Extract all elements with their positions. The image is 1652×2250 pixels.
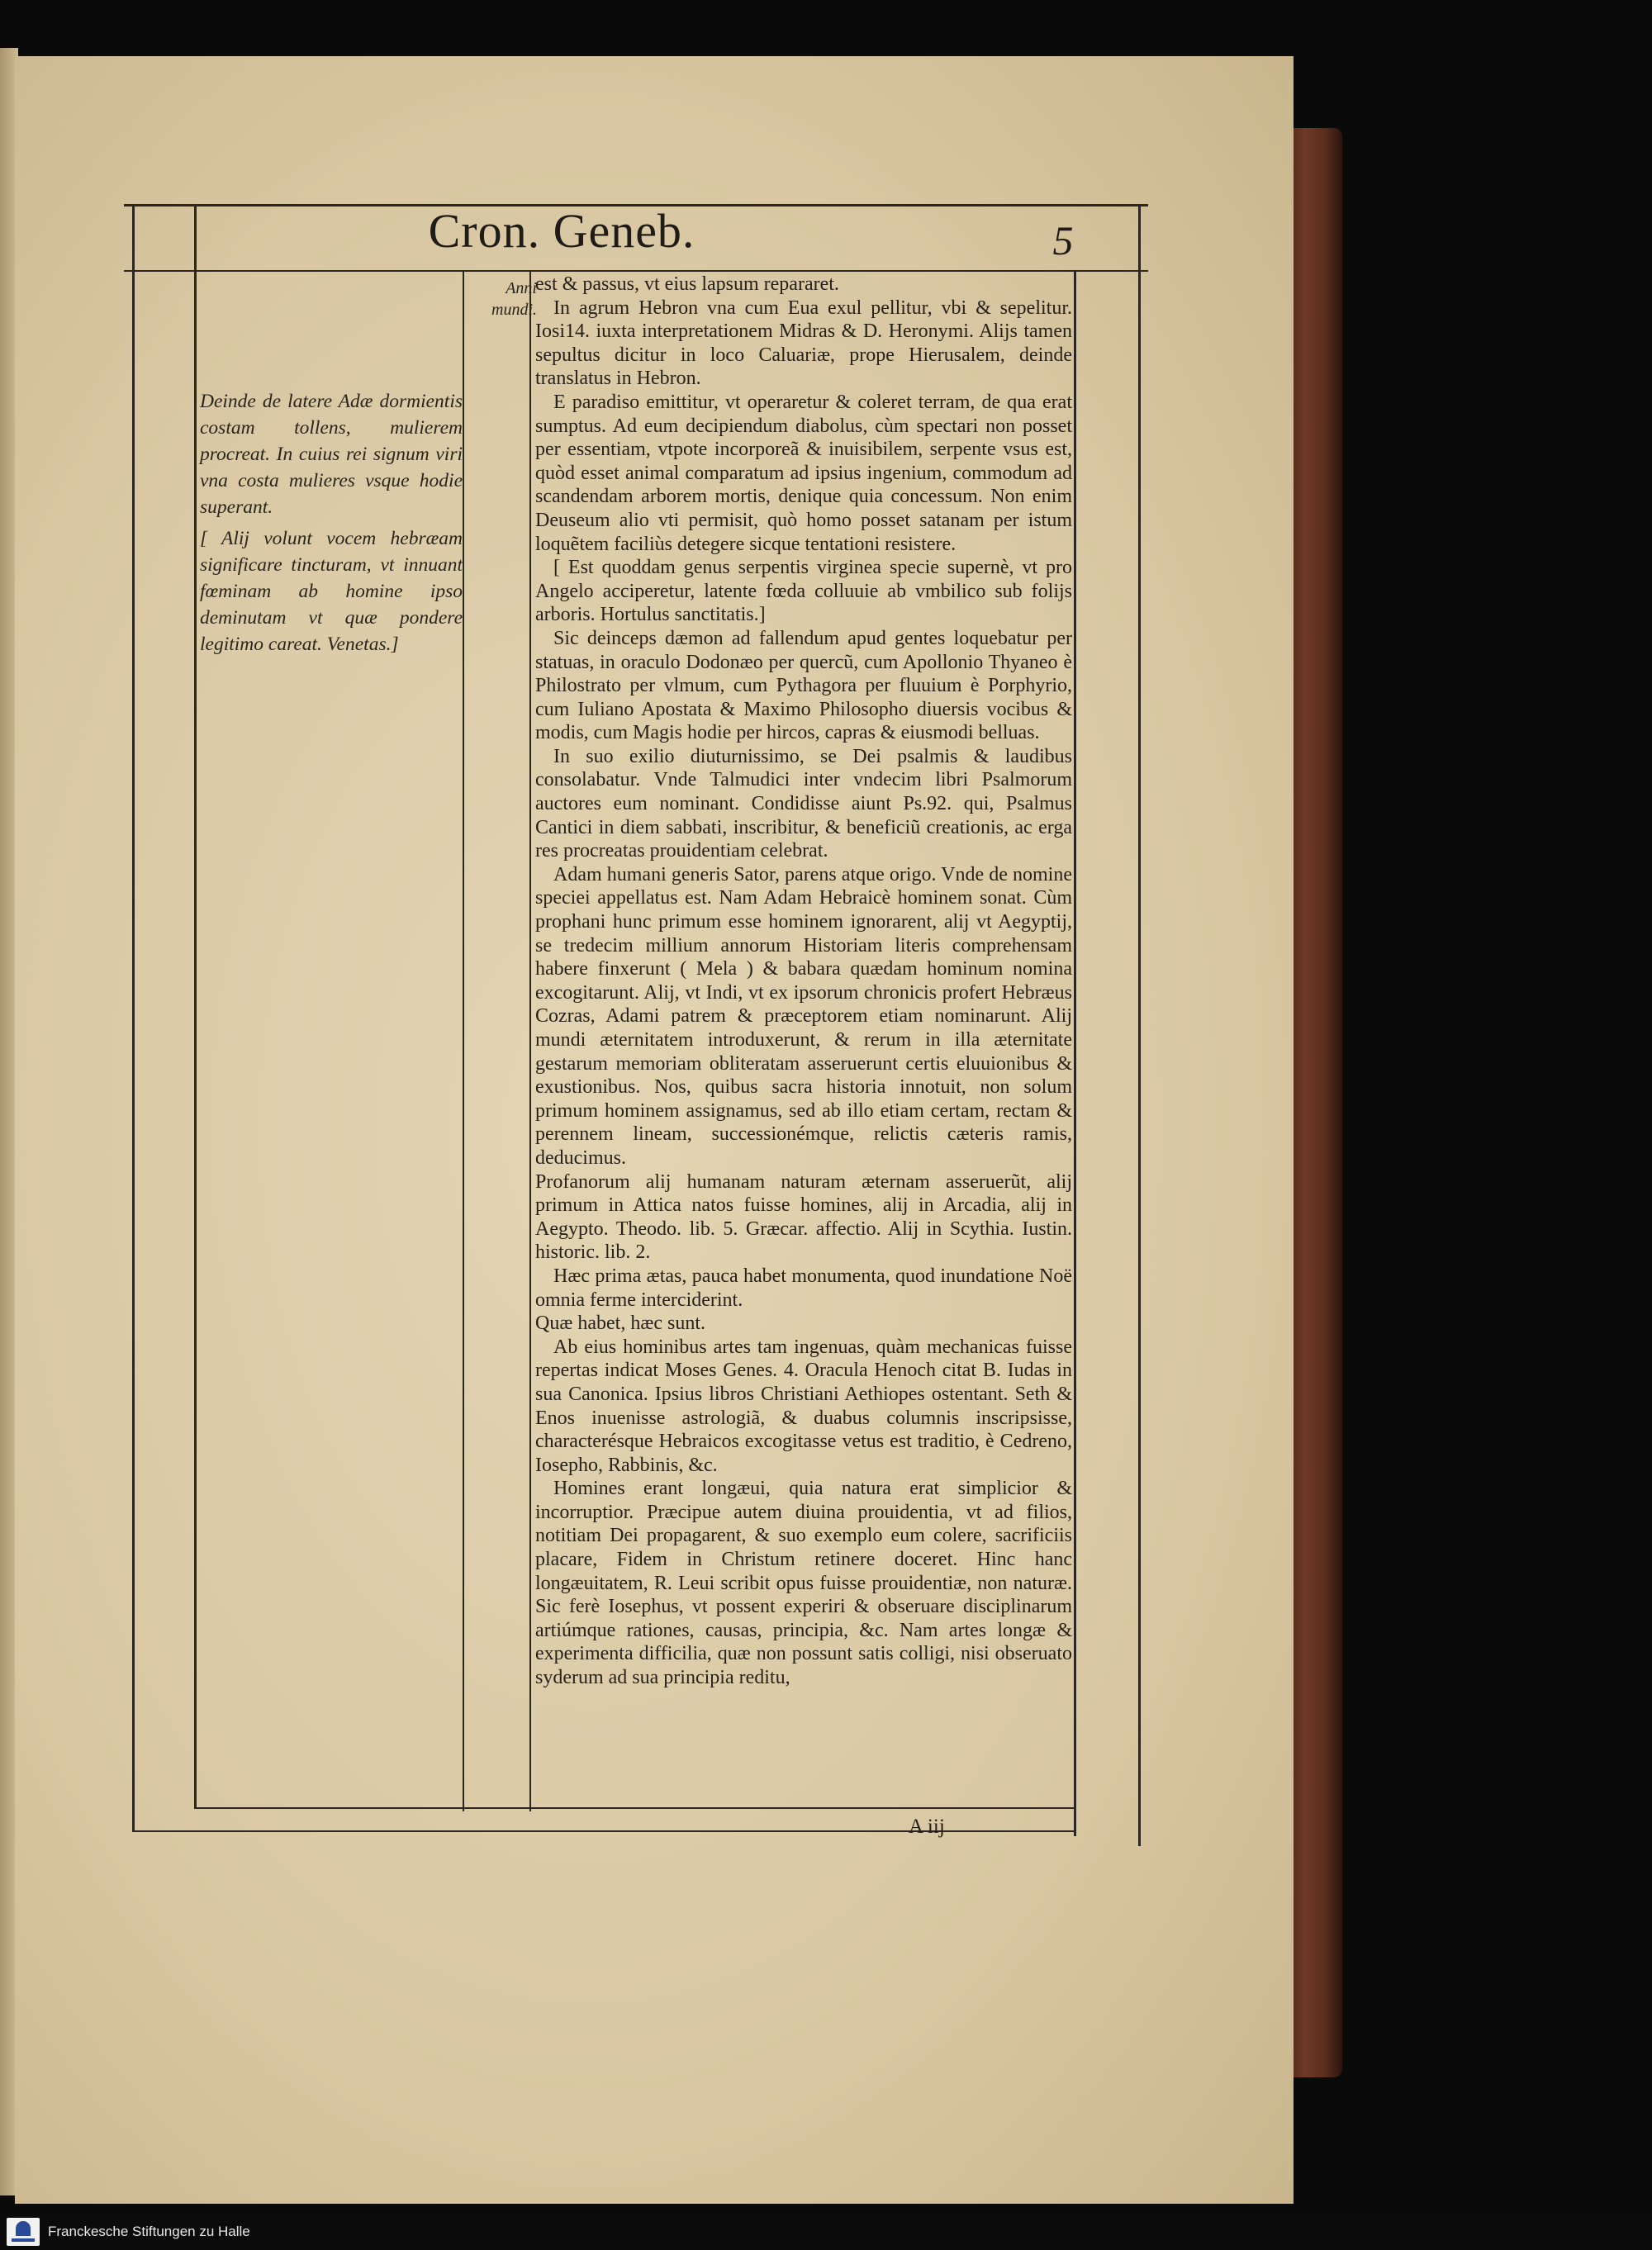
text-paragraph: Profanorum alij humanam naturam æternam asseruerũt, alij primum in Attica natos fuisse homines, alij in Arcadia, alij in Aegypto. Theodo. lib. 5. Græcar. affectio. Alij in Scythia. Iustin. historic. lib. 2.	[535, 1170, 1072, 1264]
margin-column-rule	[463, 270, 464, 1811]
frame-bottom-rule	[194, 1807, 1076, 1809]
margin-note-paragraph: [ Alij volunt vocem hebræam significare tincturam, vt innuant fœminam ab homine ipso deminutam vt quæ pondere legitimo careat. Venetas.]	[200, 528, 463, 655]
frame-header-rule	[124, 270, 1148, 272]
text-paragraph: est & passus, vt eius lapsum repararet.	[535, 273, 839, 295]
text-paragraph: Adam humani generis Sator, parens atque origo. Vnde de nomine speciei appellatus est. Nam Adam Hebraicè hominem sonat. Cùm prophani hunc primum esse hominem ignorarent, alij vt Aegyptij, se tredecim millium annorum Historiam literis comprehensam habere finxerunt ( Mela ) & babara quædam hominum nomina excogitarunt. Alij, vt Indi, vt ex ipsorum chronicis profert Hebræus Cozras, Adami patrem & præceptorem etiam nominarunt. Alij mundi æternitatem introduxerunt, & rerum in illa æternitate gestarum memoriam obliteratam asseruerunt certis eluuionibus & exustionibus. Nos, quibus sacra historia innotuit, non solum primum hominem assignamus, sed ab illo etiam certam, rectam & perennem lineam, successionémque, relictis cæteris ramis, deducimus.	[535, 863, 1072, 1169]
main-text-column	[535, 273, 1072, 1690]
text-column-left-rule	[529, 270, 531, 1811]
text-paragraph: In agrum Hebron vna cum Eua exul pellitur, vbi & sepelitur. Iosi14. iuxta interpretationem Midras & D. Heronymi. Alijs tamen sepultus dicitur in loco Caluariæ, prope Hierusalem, deinde translatus in Hebron.	[535, 297, 1072, 390]
text-column-right-rule	[1074, 270, 1076, 1836]
side-label-anni: Anni	[506, 279, 537, 297]
frame-outer-right-rule	[1138, 206, 1141, 1846]
margin-note	[200, 388, 463, 662]
text-paragraph: Quæ habet, hæc sunt.	[535, 1312, 705, 1335]
text-paragraph: Ab eius hominibus artes tam ingenuas, quàm mechanicas fuisse repertas indicat Moses Genes. 4. Oracula Henoch citat B. Iudas in sua Canonica. Ipsius libros Christiani Aethiopes ostentant. Seth & Enos inuenisse astrologiã, & duabus columnis inscripsisse, characterésque Hebraicos excogitasse vetus est traditio, è Cedreno, Iosepho, Rabbinis, &c.	[535, 1336, 1072, 1476]
text-paragraph: Hæc prima ætas, pauca habet monumenta, quod inundatione Noë omnia ferme interciderint.	[535, 1265, 1072, 1311]
text-paragraph: [ Est quoddam genus serpentis virginea specie supernè, vt pro Angelo acciperetur, latente fœda colluuie ab vmbilico sub folijs arboris. Hortulus sanctitatis.]	[535, 557, 1072, 626]
text-paragraph: In suo exilio diuturnissimo, se Dei psalmis & laudibus consolabatur. Vnde Talmudici inter vndecim libri Psalmorum auctores eum nominant. Condidisse aiunt Ps.92. qui, Psalmus Cantici in diem sabbati, inscribitur, & beneficiũ creationis, ac erga res procreatas prouidentiam celebrat.	[535, 745, 1072, 862]
text-paragraph: Sic deinceps dæmon ad fallendum apud gentes loquebatur per statuas, in oraculo Dodonæo per quercũ, cum Apollonio Thyaneo è Philostrato per vlmum, cum Pythagora per fluuium è Porphyrio, cum Iuliano Apostata & Maximo Philosopho diuersis vocibus & modis, cum Magis hodie per hircos, capras & eiusmodi belluas.	[535, 627, 1072, 744]
text-paragraph: Homines erant longæui, quia natura erat simplicior & incorruptior. Præcipue autem diuina prouidentia, vt ad filios, notitiam Dei propagarent, & suo exemplo eum colere, sacrificiis placare, Fidem in Christum retinere doceret. Hinc hanc longæuitatem, R. Leui scribit opus fuisse prouidentiæ, non naturæ. Sic ferè Iosephus, vt possent experiri & obseruare disciplinarum artiúmque rationes, causas, principia, &c. Nam artes longæ & experimenta difficilia, quæ non possunt satis colligi, nisi obseruato syderum ad sua principia reditu,	[535, 1478, 1072, 1689]
running-title: Cron. Geneb.	[428, 204, 695, 258]
side-label-mundi: mundi.	[491, 301, 537, 319]
footer-institution-name: Franckesche Stiftungen zu Halle	[48, 2224, 250, 2239]
page-number: 5	[1052, 217, 1074, 263]
frame-inner-left-rule	[194, 206, 197, 1807]
text-paragraph: E paradiso emittitur, vt operaretur & coleret terram, de qua erat sumptus. Ad eum decipiendum diabolus, cùm spectari non posset per essentiam, vtpote incorporeã & inuisibilem, serpente vsus est, quòd esset animal comparatum ad ipsius ingenium, commodum ad scandendam arborem mortis, denique quia concessum. Non enim Deuseum alio vti permisit, quò homo posset satanam per istum loquẽtem faciliùs detegere sicque tentationi resistere.	[535, 391, 1072, 555]
institution-logo-icon	[7, 2218, 40, 2246]
signature-mark: A iij	[909, 1816, 945, 1838]
margin-note-paragraph: Deinde de latere Adæ dormientis costam tollens, mulierem procreat. In cuius rei signum viri vna costa mulieres vsque hodie superant.	[200, 391, 463, 518]
frame-left-rule	[132, 206, 135, 1832]
footer-bar	[0, 2214, 1652, 2250]
